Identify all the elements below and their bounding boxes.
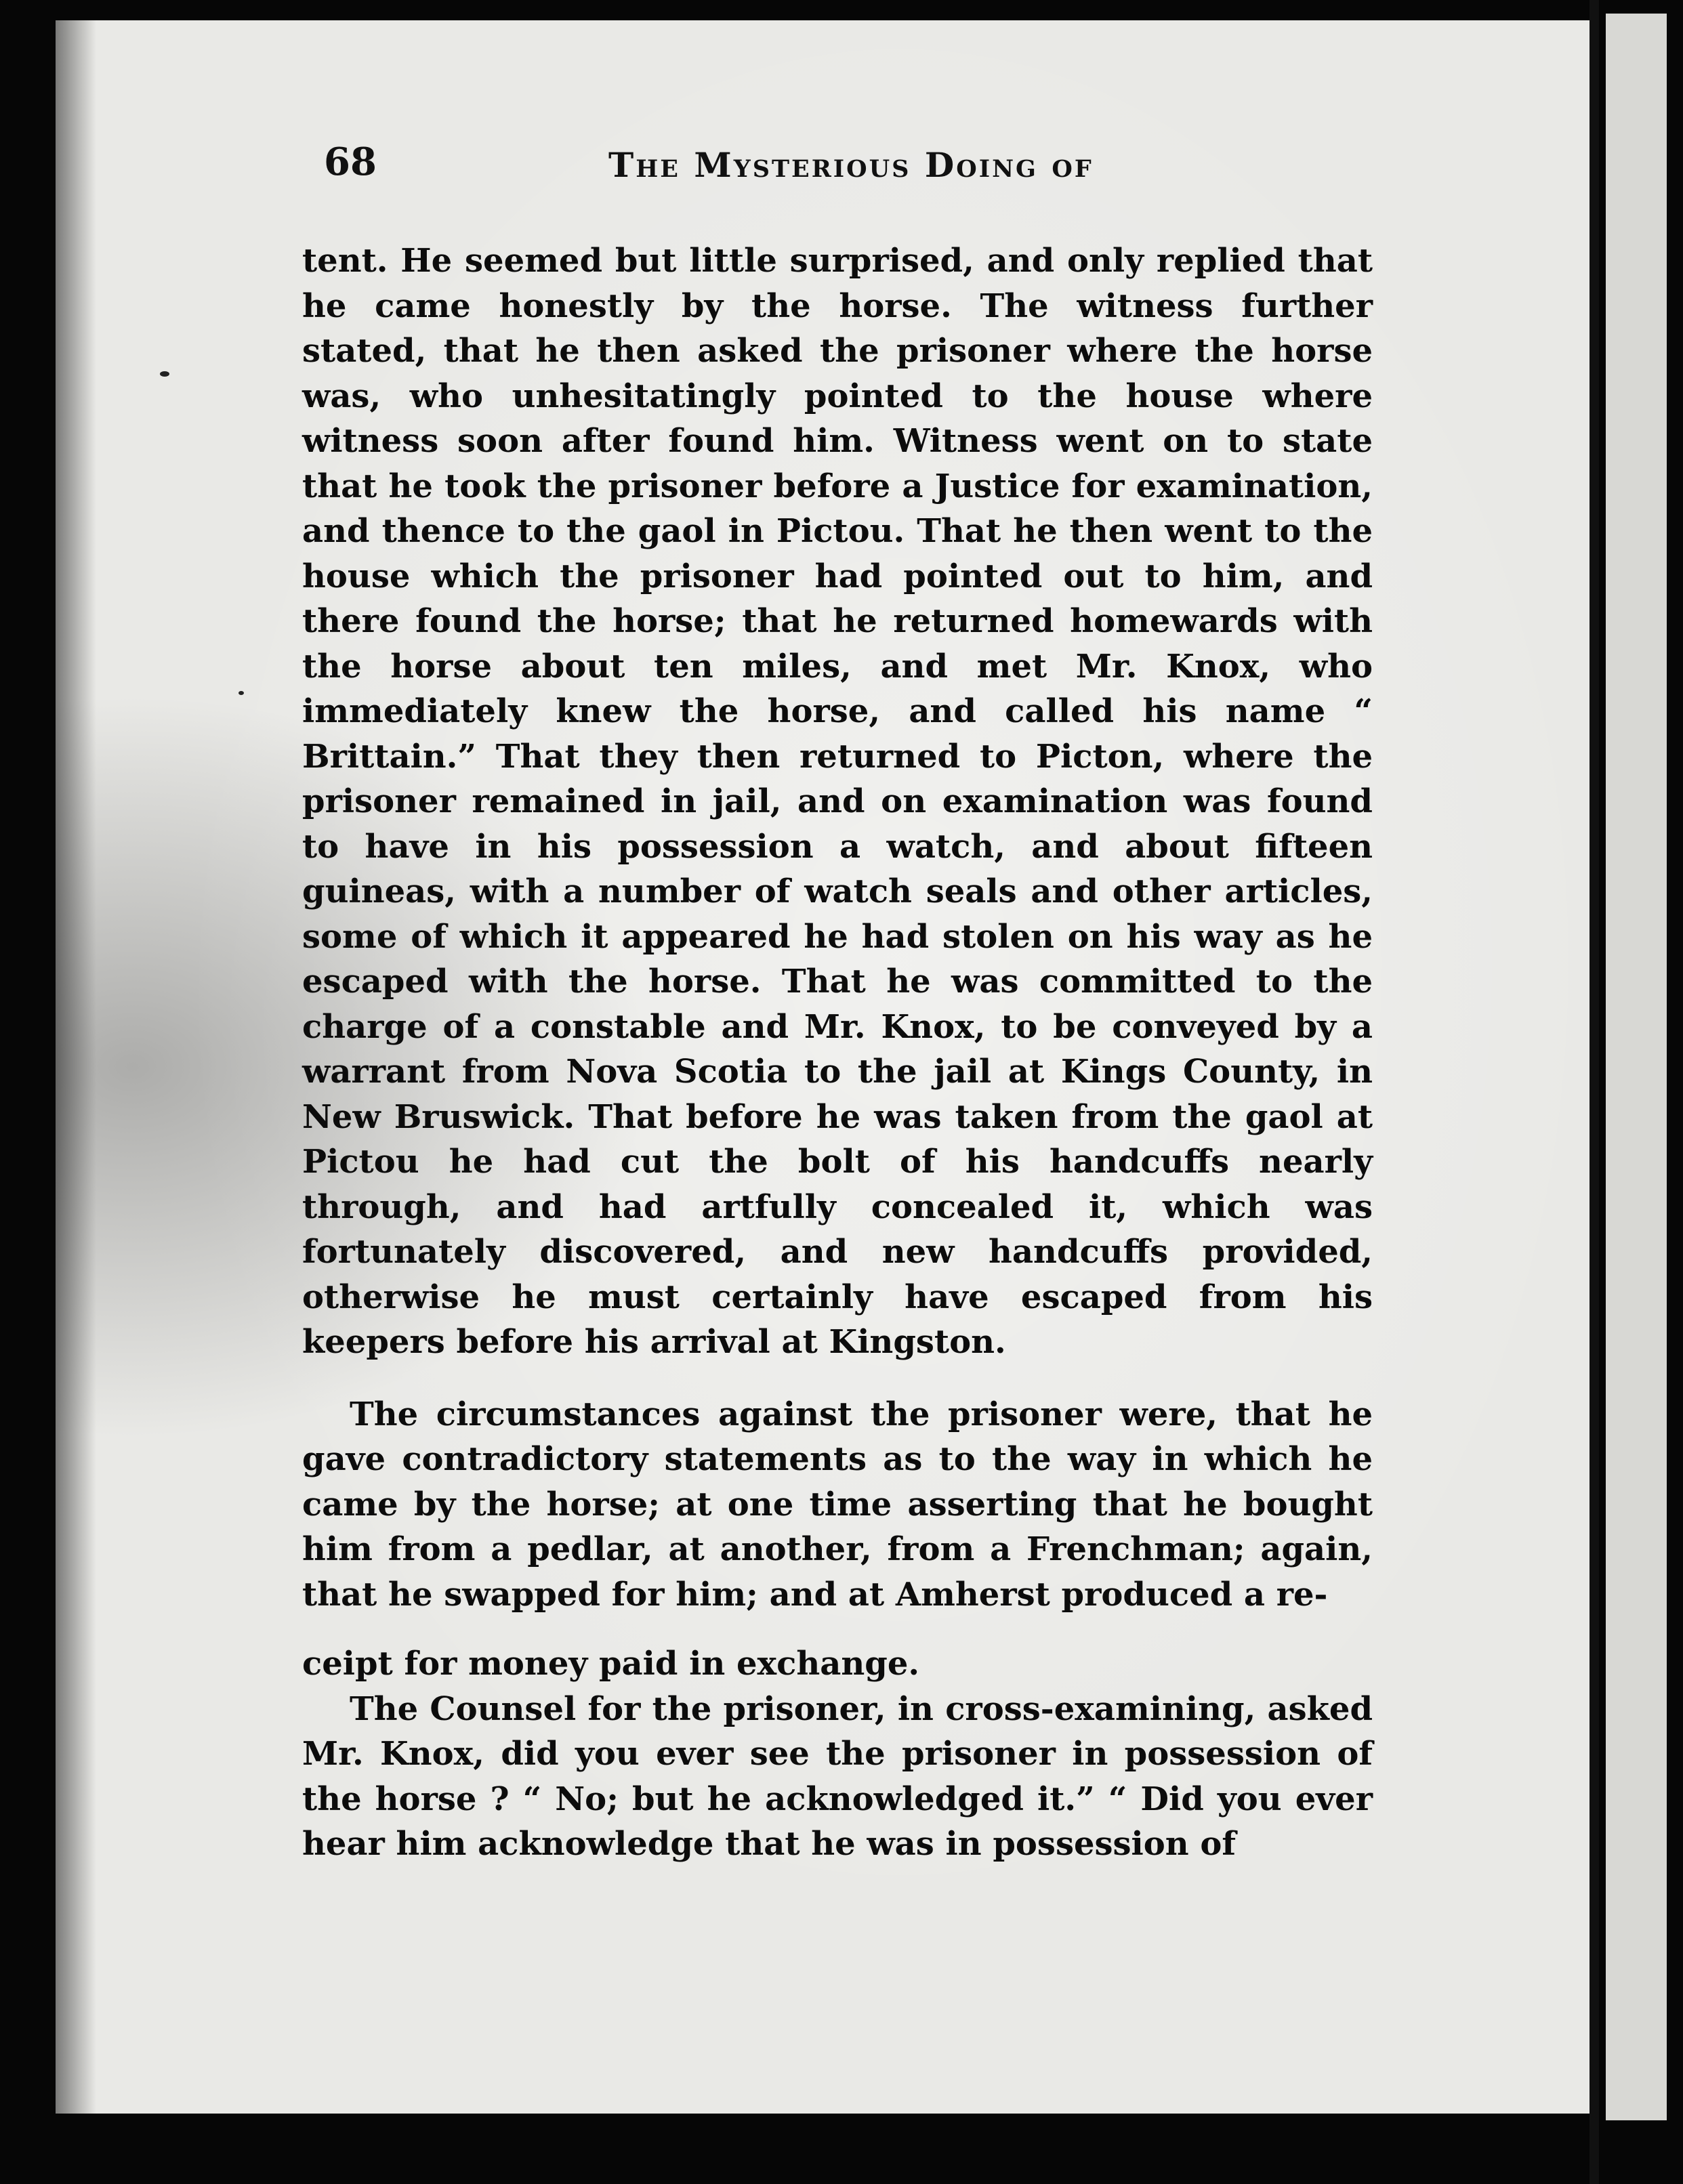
paragraph-1: tent. He seemed but little surprised, and only replied that he came honestly by the horse. The witness further stated, that he then asked the prisoner where the horse was, who unhesitatingly pointed to the house where witness soon after found him. Witness went on to state that he took the prisoner before a Justice for examination, and thence to the gaol in Pictou. That he then went to the house which the prisoner had pointed out to him, and there found the horse; that he returned homewards with the horse about ten miles, and met Mr. Knox, who immediately knew the horse, and called his name “ Brittain.” That they then returned to Picton, where the prisoner remained in jail, and on examination was found to have in his possession a watch, and about fifteen guineas, with a number of watch seals and other articles, some of which it appeared he had stolen on his way as he escaped with the horse. That he was committed to the charge of a constable and Mr. Knox, to be conveyed by a warrant from Nova Scotia to the jail at Kings County, in New Bruswick. That before he was taken from the gaol at Pictou he had cut the bolt of his handcuffs nearly through, and had artfully concealed it, which was fortunately discovered, and new handcuffs provided, otherwise he must certainly have escaped from his keepers before his arrival at Kingston. (302, 242, 1373, 1361)
page-number: 68 (324, 140, 377, 184)
running-title: The Mysterious Doing of (608, 145, 1094, 185)
line-spacer (302, 1617, 1373, 1641)
ink-speck (238, 691, 244, 695)
paragraph-spacer (302, 1365, 1373, 1392)
page-header (324, 140, 1476, 201)
paragraph-4: The Counsel for the prisoner, in cross-examining, asked Mr. Knox, did you ever see the prisoner in possession of the horse ? “ No; but he acknowledged it.” “ Did you ever hear him acknowledge that he was in possession of (302, 1689, 1373, 1863)
paragraph-2: The circumstances against the prisoner were, that he gave contradictory statements as to the way in which he came by the horse; at one time asserting that he bought him from a pedlar, at another, from a Frenchman; again, that he swapped for him; and at Amherst produced a re- (302, 1395, 1373, 1614)
book-gutter (1590, 0, 1599, 2184)
adjacent-page-edge (1606, 14, 1667, 2120)
body-text (302, 238, 1373, 1867)
page-edge-shadow (56, 20, 96, 2114)
paragraph-3: ceipt for money paid in exchange. (302, 1645, 920, 1683)
ink-speck (160, 371, 169, 377)
